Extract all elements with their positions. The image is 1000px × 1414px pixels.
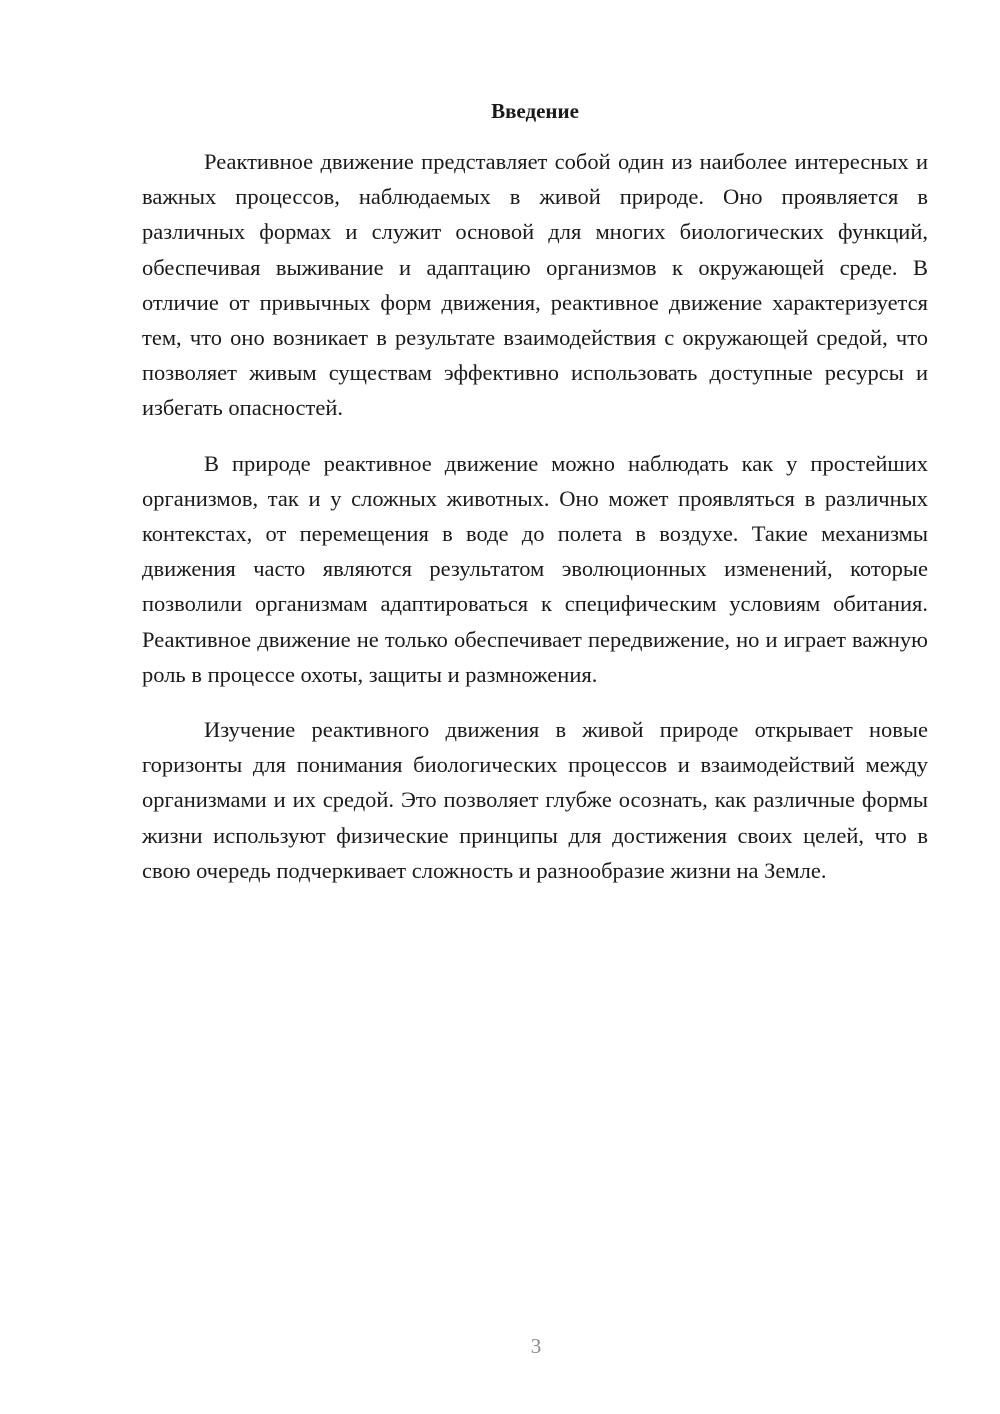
paragraph-2: В природе реактивное движение можно наблюдать как у простейших организмов, так и у сложных животных. Оно может проявляться в различных контекстах, от перемещения в воде до полета в воздухе. Такие механизмы движения часто являются результатом эволюционных изменений, которые позволили организмам адаптироваться к специфическим условиям обитания. Реактивное движение не только обеспечивает передвижение, но и играет важную роль в процессе охоты, защиты и размножения. xyxy=(142,450,928,687)
page-number: 3 xyxy=(530,1334,542,1358)
body-text xyxy=(142,144,928,908)
section-title: Введение xyxy=(491,99,579,123)
paragraph-1: Реактивное движение представляет собой один из наиболее интересных и важных процессов, наблюдаемых в живой природе. Оно проявляется в различных формах и служит основой для многих биологических функций, обеспечивая выживание и адаптацию организмов к окружающей среде. В отличие от привычных форм движения, реактивное движение характеризуется тем, что оно возникает в результате взаимодействия с окружающей средой, что позволяет живым существам эффективно использовать доступные ресурсы и избегать опасностей. xyxy=(142,149,928,421)
paragraph-3: Изучение реактивного движения в живой природе открывает новые горизонты для понимания биологических процессов и взаимодействий между организмами и их средой. Это позволяет глубже осознать, как различные формы жизни используют физические принципы для достижения своих целей, что в свою очередь подчеркивает сложность и разнообразие жизни на Земле. xyxy=(142,717,928,883)
